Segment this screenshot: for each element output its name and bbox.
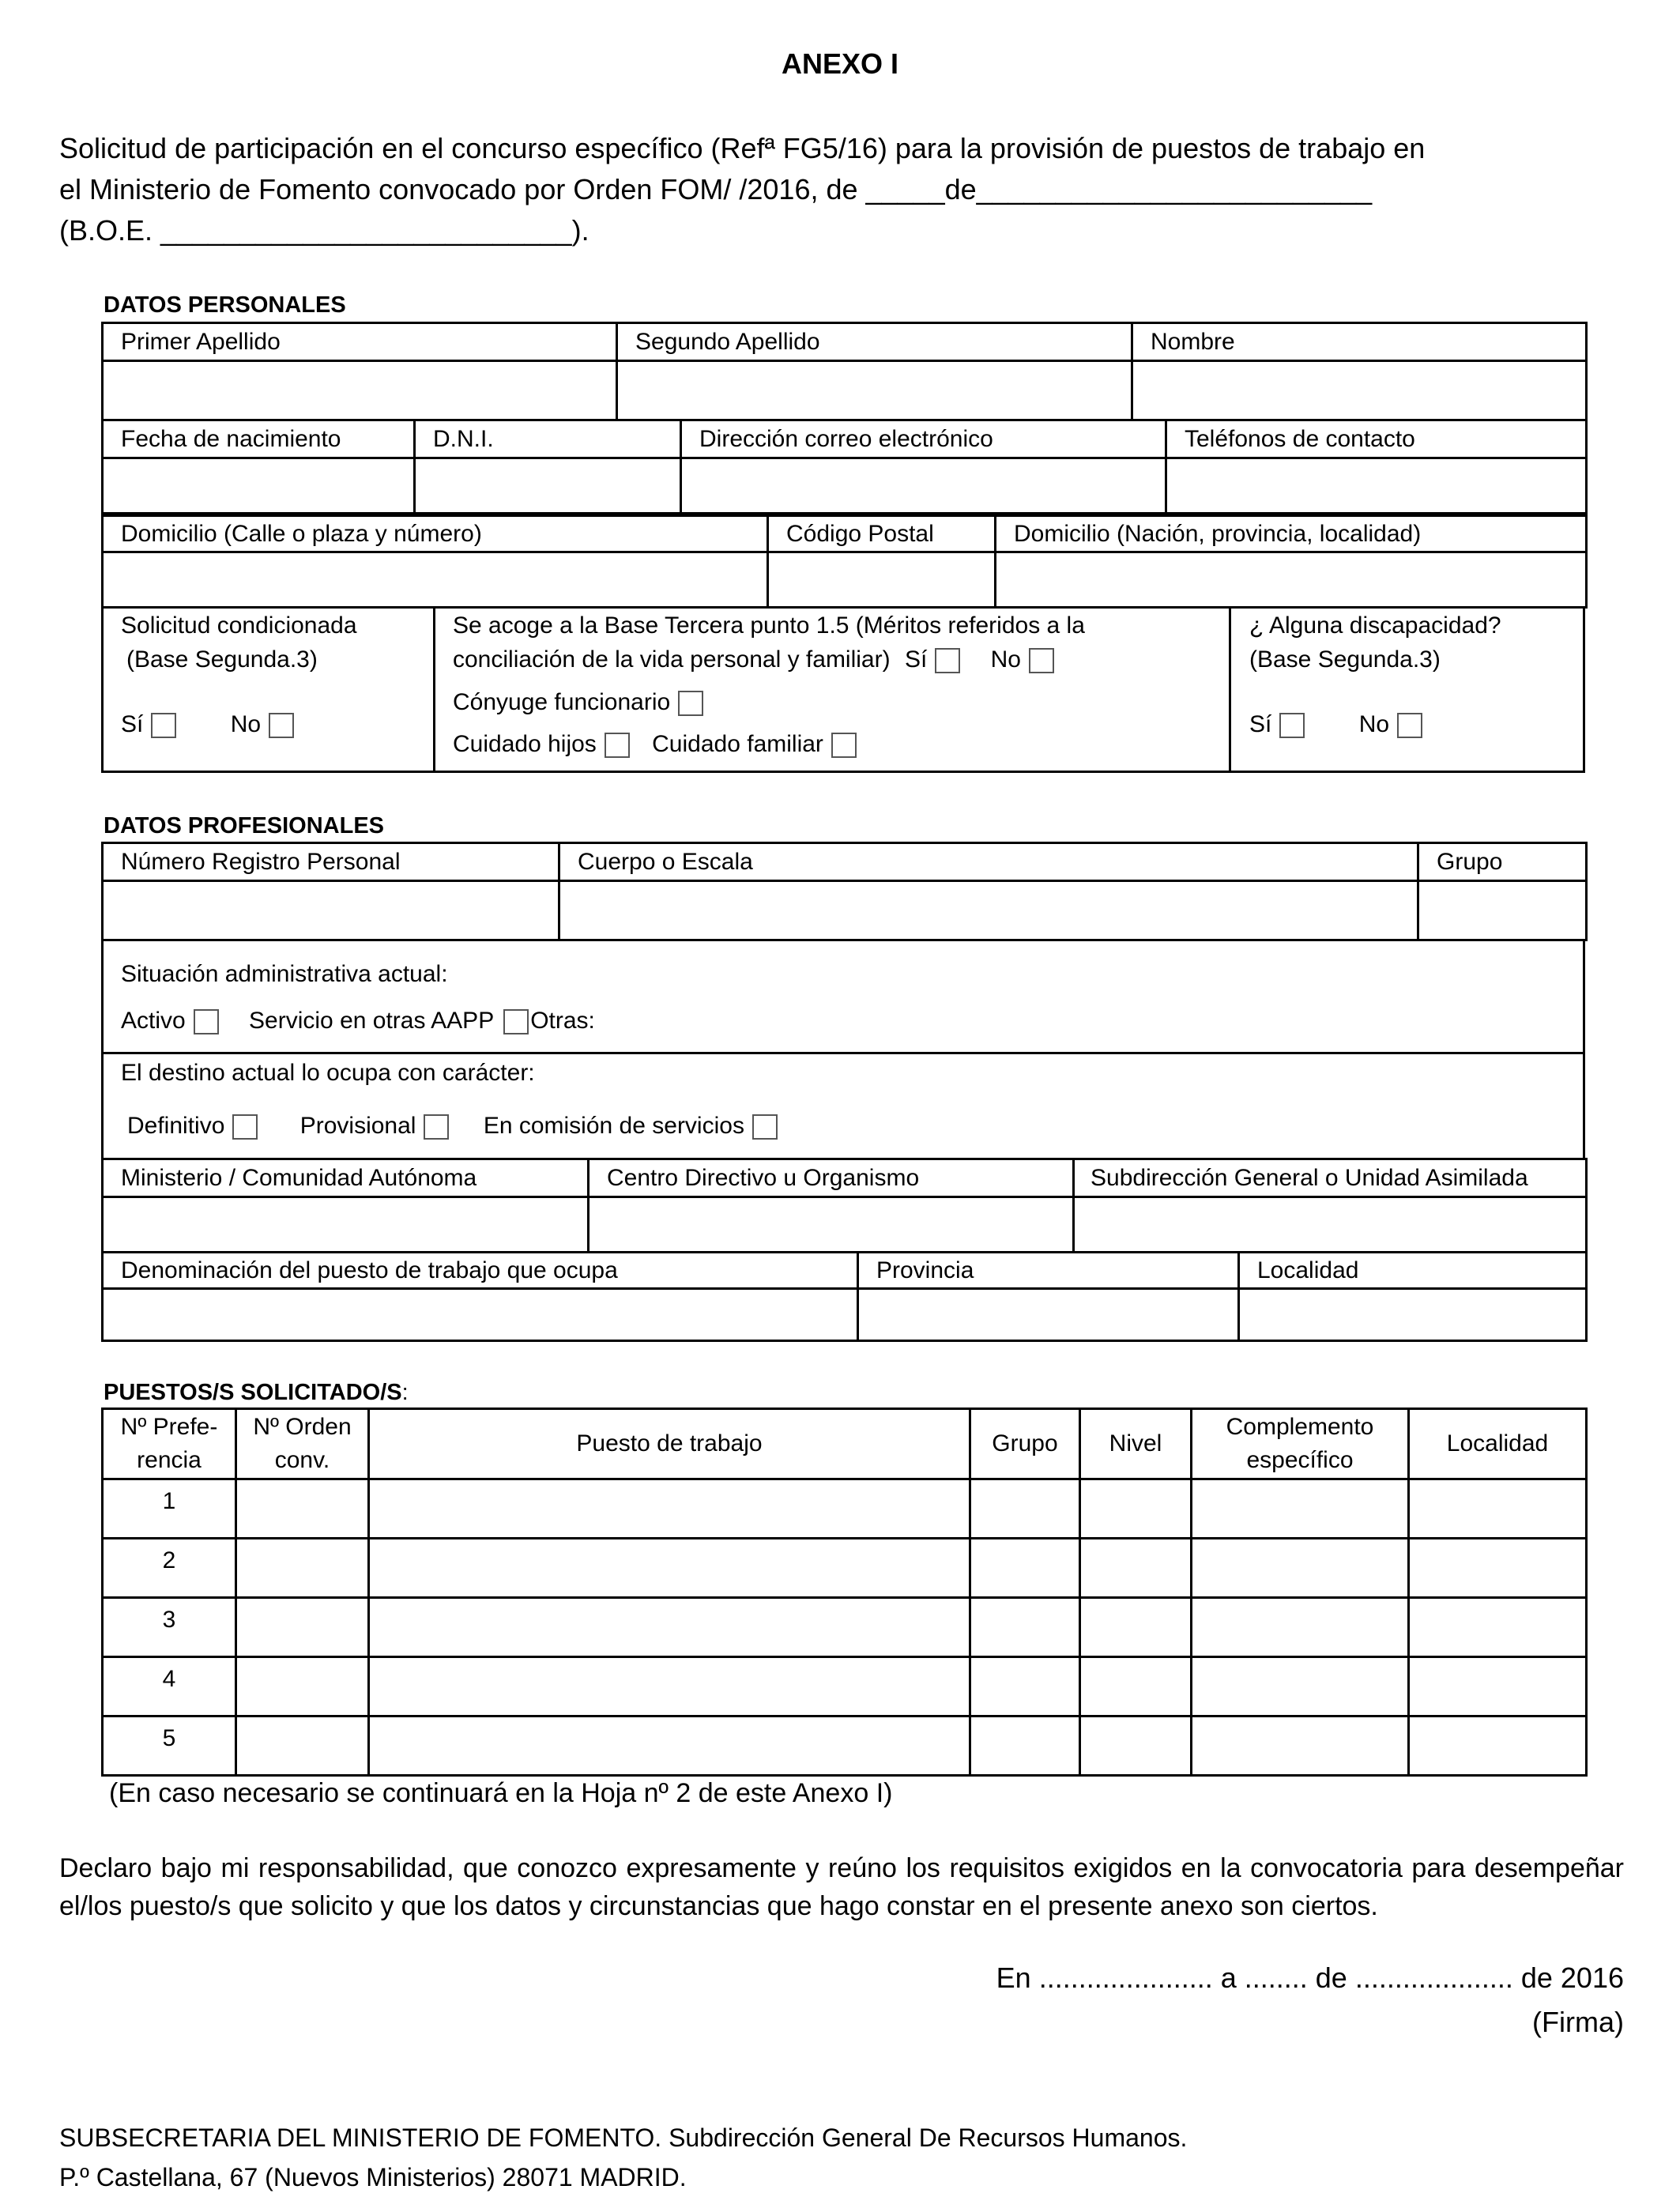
label-activo: Activo	[121, 1008, 186, 1034]
label-nombre: Nombre	[1132, 323, 1587, 361]
provisional-checkbox[interactable]	[424, 1114, 449, 1140]
table-row	[103, 1479, 1587, 1539]
table-row	[103, 1657, 1587, 1717]
cuidado-options	[453, 731, 857, 758]
label-centro: Centro Directivo u Organismo	[589, 1159, 1074, 1197]
intro-line-3: (B.O.E. __________________________).	[59, 214, 590, 247]
destino-table	[101, 1158, 1588, 1253]
field-orden[interactable]	[236, 1479, 369, 1539]
footer-line-1: SUBSECRETARIA DEL MINISTERIO DE FOMENTO. Subdirección General De Recursos Humanos.	[59, 2124, 1188, 2152]
conyuge-option	[453, 689, 703, 716]
label-denominacion: Denominación del puesto de trabajo que ocupa	[103, 1253, 858, 1289]
field-puesto[interactable]	[369, 1717, 970, 1776]
solicitud-no-checkbox[interactable]	[269, 713, 294, 738]
header-orden	[236, 1409, 369, 1479]
label-otras: Otras:	[530, 1008, 595, 1034]
destino-options	[127, 1113, 778, 1140]
field-localidad[interactable]	[1409, 1479, 1587, 1539]
field-subdireccion[interactable]	[1074, 1197, 1587, 1253]
field-domicilio-calle[interactable]	[103, 552, 768, 608]
field-fecha-nacimiento[interactable]	[103, 458, 415, 514]
header-orden-line-2: conv.	[274, 1447, 330, 1473]
label-si: Sí	[904, 646, 928, 673]
label-no: No	[990, 646, 1021, 673]
table-row	[103, 1717, 1587, 1776]
address-data-table	[101, 514, 1588, 609]
field-segundo-apellido[interactable]	[617, 361, 1132, 420]
field-grupo[interactable]	[970, 1539, 1080, 1598]
label-si: Sí	[1249, 711, 1272, 737]
label-cuidado-familiar: Cuidado familiar	[652, 731, 823, 757]
field-localidad[interactable]	[1409, 1657, 1587, 1717]
label-correo: Dirección correo electrónico	[681, 420, 1166, 458]
field-nivel[interactable]	[1080, 1717, 1192, 1776]
puestos-header-row	[103, 1409, 1587, 1479]
page-title: ANEXO I	[781, 47, 899, 80]
label-segundo-apellido: Segundo Apellido	[617, 323, 1132, 361]
field-ministerio[interactable]	[103, 1197, 589, 1253]
label-provisional: Provisional	[299, 1113, 416, 1139]
discapacidad-no-checkbox[interactable]	[1397, 713, 1422, 738]
label-destino-caracter: El destino actual lo ocupa con carácter:	[121, 1060, 535, 1086]
puestos-heading-colon: :	[401, 1380, 409, 1405]
continuation-note: (En caso necesario se continuará en la Hoja nº 2 de este Anexo I)	[109, 1778, 893, 1808]
label-codigo-postal: Código Postal	[768, 516, 996, 552]
label-ministerio: Ministerio / Comunidad Autónoma	[103, 1159, 589, 1197]
field-nombre[interactable]	[1132, 361, 1587, 420]
header-puesto: Puesto de trabajo	[369, 1409, 970, 1479]
field-orden[interactable]	[236, 1657, 369, 1717]
label-primer-apellido: Primer Apellido	[103, 323, 617, 361]
field-nrp[interactable]	[103, 881, 559, 940]
label-base-segunda-2: (Base Segunda.3)	[1249, 646, 1441, 673]
field-provincia[interactable]	[858, 1289, 1239, 1341]
field-complemento[interactable]	[1192, 1717, 1409, 1776]
section-heading-datos-profesionales: DATOS PROFESIONALES	[104, 813, 385, 838]
intro-line-2: el Ministerio de Fomento convocado por Orden FOM/ /2016, de _____de_________________________	[59, 173, 1373, 205]
field-nivel[interactable]	[1080, 1479, 1192, 1539]
field-complemento[interactable]	[1192, 1539, 1409, 1598]
field-localidad[interactable]	[1409, 1539, 1587, 1598]
row-number: 1	[103, 1479, 236, 1539]
table-row	[103, 1539, 1587, 1598]
discapacidad-options	[1249, 711, 1422, 738]
field-denominacion[interactable]	[103, 1289, 858, 1341]
field-domicilio-nacion[interactable]	[996, 552, 1587, 608]
conyuge-checkbox[interactable]	[678, 691, 703, 716]
label-definitivo: Definitivo	[127, 1113, 225, 1139]
section-heading-datos-personales: DATOS PERSONALES	[104, 292, 346, 318]
label-fecha-nacimiento: Fecha de nacimiento	[103, 420, 415, 458]
field-grupo[interactable]	[970, 1479, 1080, 1539]
label-dni: D.N.I.	[415, 420, 681, 458]
header-preferencia-line-1: Nº Prefe-	[120, 1414, 218, 1440]
field-localidad[interactable]	[1239, 1289, 1587, 1341]
header-preferencia	[103, 1409, 236, 1479]
header-orden-line-1: Nº Orden	[253, 1414, 352, 1440]
intro-paragraph	[59, 128, 1561, 251]
signature-block	[996, 1956, 1624, 2044]
field-centro[interactable]	[589, 1197, 1074, 1253]
cuidado-familiar-checkbox[interactable]	[831, 733, 857, 758]
label-provincia: Provincia	[858, 1253, 1239, 1289]
field-nivel[interactable]	[1080, 1657, 1192, 1717]
field-grupo[interactable]	[970, 1598, 1080, 1657]
label-telefonos: Teléfonos de contacto	[1166, 420, 1587, 458]
base-tercera-si-checkbox[interactable]	[935, 648, 960, 673]
label-nrp: Número Registro Personal	[103, 843, 559, 881]
field-grupo[interactable]	[970, 1657, 1080, 1717]
puestos-table	[101, 1408, 1588, 1777]
base-tercera-line-2	[453, 646, 1054, 673]
header-preferencia-line-2: rencia	[137, 1447, 202, 1473]
label-discapacidad: ¿ Alguna discapacidad?	[1249, 612, 1501, 639]
field-localidad[interactable]	[1409, 1598, 1587, 1657]
footer-address	[59, 2118, 1187, 2197]
row-number: 5	[103, 1717, 236, 1776]
header-grupo: Grupo	[970, 1409, 1080, 1479]
declaration-paragraph: Declaro bajo mi responsabilidad, que conozco expresamente y reúno los requisitos exigidos en la convocatoria para desempeñar el/los puesto/s que solicito y que los datos y circunstancias que hago constar en el presente anexo son ciertos.	[59, 1853, 1624, 1921]
professional-data-table	[101, 842, 1588, 941]
field-nivel[interactable]	[1080, 1539, 1192, 1598]
solicitud-si-option	[121, 711, 294, 738]
label-subdireccion: Subdirección General o Unidad Asimilada	[1074, 1159, 1587, 1197]
field-complemento[interactable]	[1192, 1598, 1409, 1657]
field-complemento[interactable]	[1192, 1479, 1409, 1539]
label-domicilio-nacion: Domicilio (Nación, provincia, localidad)	[996, 516, 1587, 552]
header-complemento	[1192, 1409, 1409, 1479]
field-orden[interactable]	[236, 1539, 369, 1598]
header-complemento-line-1: Complemento	[1226, 1414, 1374, 1440]
row-number: 4	[103, 1657, 236, 1717]
field-dni[interactable]	[415, 458, 681, 514]
field-nivel[interactable]	[1080, 1598, 1192, 1657]
label-conyuge: Cónyuge funcionario	[453, 689, 671, 715]
label-comision: En comisión de servicios	[483, 1113, 744, 1139]
comision-checkbox[interactable]	[752, 1114, 778, 1140]
field-cuerpo[interactable]	[559, 881, 1418, 940]
servicio-otras-checkbox[interactable]	[503, 1009, 529, 1034]
label-base-tercera-1: Se acoge a la Base Tercera punto 1.5 (Méritos referidos a la	[453, 612, 1085, 639]
label-cuidado-hijos: Cuidado hijos	[453, 731, 597, 757]
label-base-tercera-2: conciliación de la vida personal y familiar)	[453, 646, 891, 673]
label-situacion: Situación administrativa actual:	[121, 961, 448, 987]
label-cuerpo: Cuerpo o Escala	[559, 843, 1418, 881]
label-no: No	[1358, 711, 1390, 737]
footer-line-2: P.º Castellana, 67 (Nuevos Ministerios) 28071 MADRID.	[59, 2163, 687, 2191]
signature-place-date: En ...................... a ........ de .................... de 2016	[996, 1961, 1624, 1994]
puestos-heading-text: PUESTOS/S SOLICITADO/S	[104, 1380, 402, 1405]
row-number: 2	[103, 1539, 236, 1598]
label-domicilio-calle: Domicilio (Calle o plaza y número)	[103, 516, 768, 552]
field-codigo-postal[interactable]	[768, 552, 996, 608]
discapacidad-si-checkbox[interactable]	[1279, 713, 1305, 738]
cuidado-hijos-checkbox[interactable]	[605, 733, 630, 758]
field-complemento[interactable]	[1192, 1657, 1409, 1717]
section-heading-puestos	[104, 1380, 409, 1406]
header-localidad: Localidad	[1409, 1409, 1587, 1479]
field-orden[interactable]	[236, 1717, 369, 1776]
field-grupo[interactable]	[970, 1717, 1080, 1776]
field-puesto[interactable]	[369, 1598, 970, 1657]
header-nivel: Nivel	[1080, 1409, 1192, 1479]
personal-data-table	[101, 322, 1588, 421]
field-telefonos[interactable]	[1166, 458, 1587, 514]
activo-checkbox[interactable]	[194, 1009, 219, 1034]
field-grupo[interactable]	[1418, 881, 1587, 940]
contact-data-table	[101, 419, 1588, 514]
field-puesto[interactable]	[369, 1539, 970, 1598]
definitivo-checkbox[interactable]	[232, 1114, 258, 1140]
solicitud-si-checkbox[interactable]	[151, 713, 176, 738]
field-puesto[interactable]	[369, 1479, 970, 1539]
row-number: 3	[103, 1598, 236, 1657]
label-no: No	[230, 711, 262, 737]
field-correo[interactable]	[681, 458, 1166, 514]
field-orden[interactable]	[236, 1598, 369, 1657]
situacion-options	[121, 1008, 595, 1034]
label-localidad: Localidad	[1239, 1253, 1587, 1289]
field-puesto[interactable]	[369, 1657, 970, 1717]
field-localidad[interactable]	[1409, 1717, 1587, 1776]
label-si: Sí	[121, 711, 144, 737]
label-servicio-otras: Servicio en otras AAPP	[249, 1008, 495, 1034]
puesto-actual-table	[101, 1251, 1588, 1342]
label-base-segunda: (Base Segunda.3)	[126, 646, 318, 673]
header-complemento-line-2: específico	[1246, 1447, 1354, 1473]
label-grupo: Grupo	[1418, 843, 1587, 881]
base-tercera-no-checkbox[interactable]	[1029, 648, 1054, 673]
label-solicitud-condicionada: Solicitud condicionada	[121, 612, 357, 639]
intro-line-1: Solicitud de participación en el concurso específico (Refª FG5/16) para la provisión de puestos de trabajo en	[59, 132, 1426, 164]
signature-label: (Firma)	[1532, 2006, 1624, 2038]
field-primer-apellido[interactable]	[103, 361, 617, 420]
table-row	[103, 1598, 1587, 1657]
